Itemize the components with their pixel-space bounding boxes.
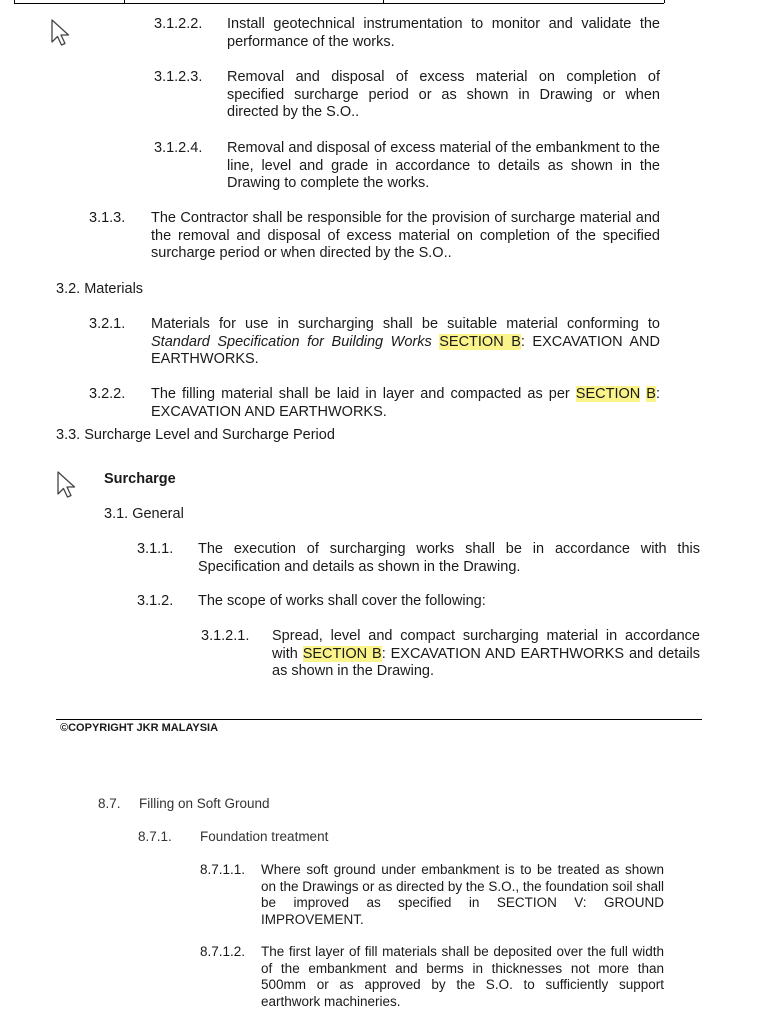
cursor-arrow-icon — [50, 18, 72, 48]
item-number: 3.1.2.4. — [154, 140, 203, 156]
text-run: : EXCAVATION AND EARTHWORKS. — [151, 333, 660, 367]
item-number: 3.1.2. — [137, 593, 174, 609]
subsection-number: 8.7.1. — [138, 829, 172, 844]
section-heading: Surcharge — [104, 471, 176, 487]
item-number: 3.1.2.1. — [201, 628, 250, 644]
text-run: : EXCAVATION AND EARTHWORKS. — [151, 386, 660, 420]
item-text: Removal and disposal of excess material on completion of specified surcharge period or as shown in Drawing or when directed by the S.O.. — [227, 69, 660, 120]
section-number: 8.7. — [98, 796, 121, 811]
text-run: Spread, level and compact surcharging material in accordance with — [272, 628, 700, 662]
cursor-arrow-icon — [56, 470, 78, 500]
item-number: 3.1.2.2. — [154, 16, 203, 32]
item-text — [151, 316, 660, 369]
item-text: The execution of surcharging works shall be in accordance with this Specification and details as shown in the Drawing. — [198, 541, 700, 575]
item-number: 8.7.1.1. — [200, 862, 246, 877]
subsection-heading: 3.1. General — [104, 506, 184, 522]
footer-divider — [56, 719, 702, 720]
item-text: The Contractor shall be responsible for the provision of surcharge material and the removal and disposal of excess material on completion of the specified surcharge period or when directed by the S.O.. — [151, 210, 660, 261]
item-text: Install geotechnical instrumentation to monitor and validate the performance of the works. — [227, 16, 660, 50]
table-border-divider-1 — [124, 0, 125, 3]
item-number: 8.7.1.2. — [200, 944, 246, 959]
highlighted-reference: SECTION — [575, 386, 641, 402]
table-border-left — [14, 0, 15, 3]
text-run: : EXCAVATION AND EARTHWORKS and details as shown in the Drawing. — [272, 645, 700, 679]
item-number: 3.1.3. — [89, 210, 126, 226]
highlighted-reference: B — [646, 386, 656, 402]
item-number: 3.2.1. — [89, 316, 126, 332]
table-border-top — [14, 3, 664, 4]
table-border-divider-2 — [383, 0, 384, 3]
item-text: The first layer of fill materials shall be deposited over the full width of the embankment and berms in thicknesses not more than 500mm or as approved by the S.O. to sufficiently support earthwork machineries. — [261, 944, 664, 1009]
highlighted-reference: SECTION B — [302, 645, 382, 662]
section-heading: Filling on Soft Ground — [139, 796, 270, 811]
item-text — [151, 386, 660, 421]
item-number: 3.2.2. — [89, 386, 126, 402]
item-number: 3.1.1. — [137, 541, 174, 557]
item-text — [272, 628, 700, 681]
highlighted-reference: SECTION B — [439, 333, 521, 350]
section-heading: 3.2. Materials — [56, 281, 144, 297]
copyright-footer: ©COPYRIGHT JKR MALAYSIA — [60, 722, 219, 734]
table-border-right — [664, 0, 665, 3]
document-title: Standard Specification for Building Works — [151, 333, 432, 350]
item-number: 3.1.2.3. — [154, 69, 203, 85]
subsection-heading: Foundation treatment — [200, 829, 329, 844]
item-text: Where soft ground under embankment is to be treated as shown on the Drawings or as directed by the S.O., the foundation soil shall be improved as specified in SECTION V: GROUND IMPROVEMENT. — [261, 862, 664, 927]
text-run: The filling material shall be laid in layer and compacted as per — [151, 386, 570, 402]
item-text: Removal and disposal of excess material of the embankment to the line, level and grade in accordance to details as shown in the Drawing to complete the works. — [227, 140, 660, 191]
text-run: Materials for use in surcharging shall be suitable material conforming to — [151, 316, 660, 332]
item-text: The scope of works shall cover the following: — [198, 593, 486, 609]
cropped-line: 3.3. Surcharge Level and Surcharge Period — [56, 427, 335, 443]
